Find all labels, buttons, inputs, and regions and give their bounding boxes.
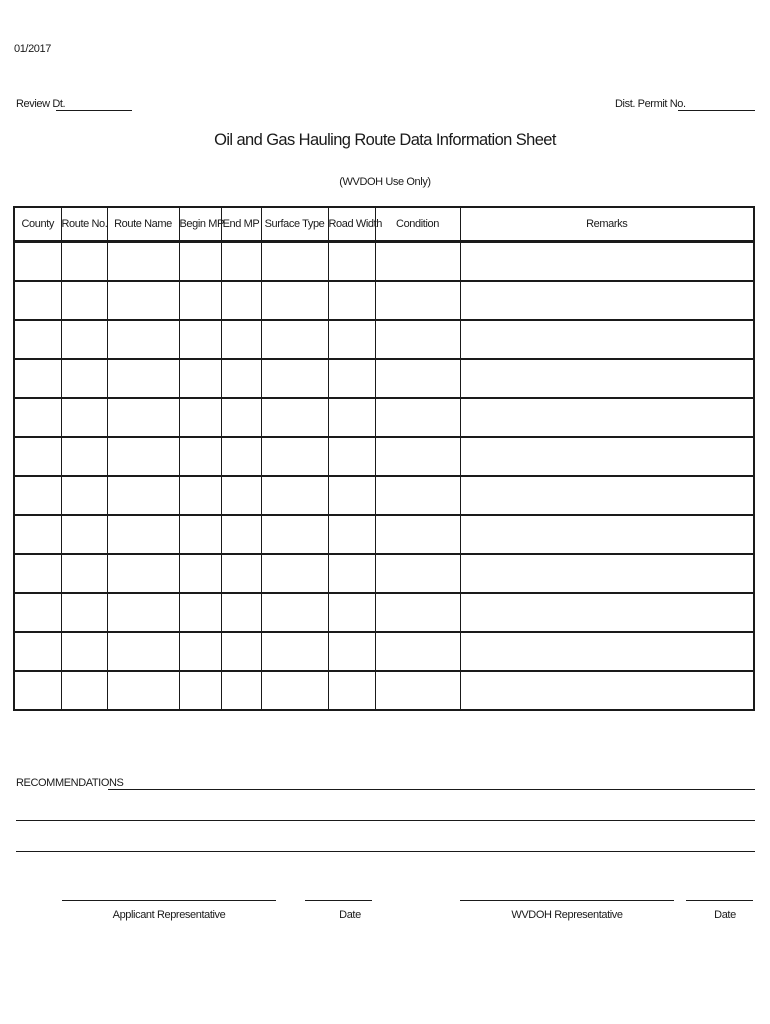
table-cell[interactable] <box>107 398 179 437</box>
wvdoh-representative-label: WVDOH Representative <box>511 909 623 921</box>
table-cell[interactable] <box>460 437 754 476</box>
recommendations-line[interactable] <box>108 789 755 790</box>
table-cell[interactable] <box>179 476 221 515</box>
table-cell[interactable] <box>261 242 328 282</box>
table-row <box>14 671 754 710</box>
table-cell[interactable] <box>61 398 107 437</box>
column-header-county: County <box>14 207 61 242</box>
table-cell[interactable] <box>261 515 328 554</box>
table-header-row <box>14 207 754 242</box>
table-cell[interactable] <box>179 632 221 671</box>
wvdoh-date-label: Date <box>714 909 736 921</box>
table-cell[interactable] <box>328 554 375 593</box>
column-header-surface-type: Surface Type <box>261 207 328 242</box>
form-revision-date: 01/2017 <box>14 43 51 55</box>
table-cell[interactable] <box>107 359 179 398</box>
table-cell[interactable] <box>107 437 179 476</box>
table-cell[interactable] <box>375 515 460 554</box>
table-row <box>14 554 754 593</box>
table-cell[interactable] <box>221 554 261 593</box>
table-cell[interactable] <box>261 554 328 593</box>
table-cell[interactable] <box>107 671 179 710</box>
table-cell[interactable] <box>375 437 460 476</box>
table-cell[interactable] <box>460 398 754 437</box>
table-cell[interactable] <box>460 281 754 320</box>
table-row <box>14 632 754 671</box>
table-cell[interactable] <box>14 476 61 515</box>
column-header-remarks: Remarks <box>460 207 754 242</box>
table-cell[interactable] <box>328 320 375 359</box>
table-cell[interactable] <box>179 437 221 476</box>
table-cell[interactable] <box>261 593 328 632</box>
table-cell[interactable] <box>14 515 61 554</box>
table-cell[interactable] <box>61 242 107 282</box>
table-cell[interactable] <box>61 281 107 320</box>
table-cell[interactable] <box>179 242 221 282</box>
recommendations-line[interactable] <box>16 851 755 852</box>
table-cell[interactable] <box>221 359 261 398</box>
table-cell[interactable] <box>221 320 261 359</box>
review-date-field[interactable] <box>56 110 132 111</box>
table-cell[interactable] <box>107 281 179 320</box>
route-data-table <box>13 206 755 711</box>
table-cell[interactable] <box>375 554 460 593</box>
table-cell[interactable] <box>179 281 221 320</box>
table-cell[interactable] <box>328 359 375 398</box>
column-header-begin-mp: Begin MP <box>179 207 221 242</box>
table-cell[interactable] <box>61 320 107 359</box>
recommendations-line[interactable] <box>16 820 755 821</box>
table-cell[interactable] <box>221 281 261 320</box>
recommendations-label: RECOMMENDATIONS <box>16 777 124 789</box>
table-cell[interactable] <box>107 593 179 632</box>
review-date-label: Review Dt. <box>16 98 66 110</box>
table-cell[interactable] <box>328 437 375 476</box>
table-cell[interactable] <box>179 398 221 437</box>
table-cell[interactable] <box>261 359 328 398</box>
table-cell[interactable] <box>221 242 261 282</box>
table-cell[interactable] <box>328 398 375 437</box>
table-cell[interactable] <box>375 320 460 359</box>
table-cell[interactable] <box>460 554 754 593</box>
table-cell[interactable] <box>261 437 328 476</box>
form-subtitle: (WVDOH Use Only) <box>339 176 431 188</box>
table-cell[interactable] <box>261 398 328 437</box>
table-row <box>14 320 754 359</box>
table-cell[interactable] <box>61 437 107 476</box>
table-cell[interactable] <box>179 593 221 632</box>
table-cell[interactable] <box>460 593 754 632</box>
table-cell[interactable] <box>221 632 261 671</box>
table-cell[interactable] <box>460 476 754 515</box>
table-body <box>14 242 754 711</box>
table-cell[interactable] <box>261 320 328 359</box>
table-cell[interactable] <box>14 398 61 437</box>
table-row <box>14 281 754 320</box>
table-cell[interactable] <box>375 476 460 515</box>
table-cell[interactable] <box>375 632 460 671</box>
wvdoh-date-line[interactable] <box>686 900 753 901</box>
table-cell[interactable] <box>107 320 179 359</box>
table-cell[interactable] <box>107 554 179 593</box>
table-cell[interactable] <box>107 632 179 671</box>
table-row <box>14 359 754 398</box>
table-row <box>14 593 754 632</box>
column-header-condition: Condition <box>375 207 460 242</box>
table-cell[interactable] <box>107 515 179 554</box>
table-cell[interactable] <box>375 593 460 632</box>
table-cell[interactable] <box>221 476 261 515</box>
column-header-route-no: Route No. <box>61 207 107 242</box>
table-cell[interactable] <box>61 671 107 710</box>
table-row <box>14 437 754 476</box>
table-cell[interactable] <box>14 242 61 282</box>
table-cell[interactable] <box>179 359 221 398</box>
permit-number-label: Dist. Permit No. <box>615 98 686 110</box>
table-cell[interactable] <box>14 437 61 476</box>
table-cell[interactable] <box>460 515 754 554</box>
table-cell[interactable] <box>179 515 221 554</box>
table-cell[interactable] <box>261 632 328 671</box>
table-cell[interactable] <box>179 554 221 593</box>
table-cell[interactable] <box>179 320 221 359</box>
table-cell[interactable] <box>107 476 179 515</box>
table-row <box>14 515 754 554</box>
table-cell[interactable] <box>375 671 460 710</box>
table-cell[interactable] <box>221 515 261 554</box>
permit-number-field[interactable] <box>678 110 755 111</box>
table-cell[interactable] <box>107 242 179 282</box>
applicant-date-label: Date <box>339 909 361 921</box>
table-cell[interactable] <box>375 359 460 398</box>
table-cell[interactable] <box>221 398 261 437</box>
table-cell[interactable] <box>61 554 107 593</box>
table-cell[interactable] <box>328 632 375 671</box>
table-cell[interactable] <box>261 476 328 515</box>
table-row <box>14 398 754 437</box>
table-cell[interactable] <box>375 242 460 282</box>
table-cell[interactable] <box>14 593 61 632</box>
table-cell[interactable] <box>179 671 221 710</box>
table-cell[interactable] <box>460 359 754 398</box>
column-header-route-name: Route Name <box>107 207 179 242</box>
table-cell[interactable] <box>328 671 375 710</box>
table-cell[interactable] <box>61 359 107 398</box>
table-cell[interactable] <box>460 242 754 282</box>
table-cell[interactable] <box>61 515 107 554</box>
table-cell[interactable] <box>460 671 754 710</box>
applicant-date-line[interactable] <box>305 900 372 901</box>
table-cell[interactable] <box>221 437 261 476</box>
table-cell[interactable] <box>61 476 107 515</box>
table-cell[interactable] <box>14 281 61 320</box>
table-row <box>14 242 754 282</box>
table-cell[interactable] <box>460 320 754 359</box>
table-cell[interactable] <box>328 242 375 282</box>
table-cell[interactable] <box>460 632 754 671</box>
table-cell[interactable] <box>328 281 375 320</box>
column-header-end-mp: End MP <box>221 207 261 242</box>
table-cell[interactable] <box>261 671 328 710</box>
table-cell[interactable] <box>328 593 375 632</box>
column-header-road-width: Road Width <box>328 207 375 242</box>
table-cell[interactable] <box>14 359 61 398</box>
table-cell[interactable] <box>221 593 261 632</box>
applicant-representative-label: Applicant Representative <box>112 909 226 921</box>
table-cell[interactable] <box>328 476 375 515</box>
table-cell[interactable] <box>221 671 261 710</box>
table-cell[interactable] <box>375 398 460 437</box>
table-cell[interactable] <box>14 554 61 593</box>
table-cell[interactable] <box>14 320 61 359</box>
table-row <box>14 476 754 515</box>
applicant-signature-line[interactable] <box>62 900 276 901</box>
table-cell[interactable] <box>61 632 107 671</box>
wvdoh-signature-line[interactable] <box>460 900 674 901</box>
table-cell[interactable] <box>375 281 460 320</box>
form-title: Oil and Gas Hauling Route Data Information Sheet <box>214 131 556 149</box>
table-cell[interactable] <box>14 632 61 671</box>
table-cell[interactable] <box>328 515 375 554</box>
table-cell[interactable] <box>61 593 107 632</box>
table-cell[interactable] <box>14 671 61 710</box>
table-cell[interactable] <box>261 281 328 320</box>
